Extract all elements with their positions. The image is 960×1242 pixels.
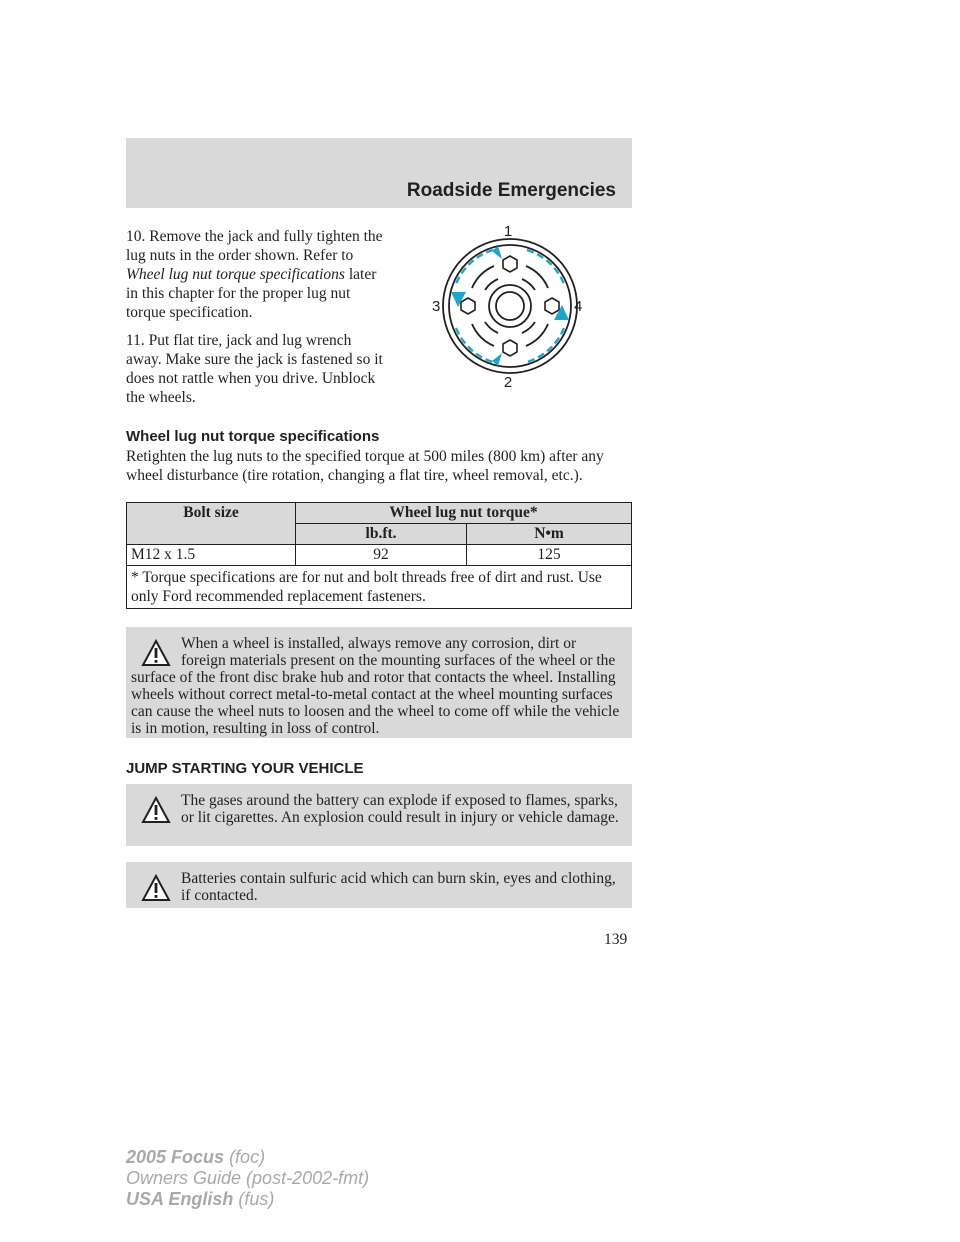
- section-title: Roadside Emergencies: [406, 180, 616, 201]
- lug-nut-tightening-order-diagram: [428, 222, 588, 390]
- col-lbft: lb.ft.: [296, 524, 467, 545]
- table-header-row: [127, 503, 632, 524]
- cell-nm: 125: [467, 545, 632, 566]
- table-row: [127, 545, 632, 566]
- label-3: 3: [432, 298, 441, 315]
- spoke-arc-lr: [522, 322, 535, 333]
- label-2: 2: [503, 374, 513, 390]
- label-1: 1: [503, 223, 513, 240]
- lug-nut-4: [545, 298, 559, 314]
- sequence-arc-3-2: [456, 328, 493, 362]
- warning-triangle-icon: [141, 796, 171, 824]
- label-4: 4: [574, 298, 583, 315]
- torque-spec-table: [126, 502, 632, 609]
- sequence-arc-1-4: [527, 250, 564, 284]
- warning-battery-gases: [126, 784, 632, 846]
- sequence-arc-4-2: [527, 328, 564, 362]
- cell-bolt: M12 x 1.5: [127, 545, 296, 566]
- warning-triangle-icon: [141, 639, 171, 667]
- header-band: [126, 138, 632, 208]
- spoke-arc-ul: [485, 279, 498, 290]
- torque-spec-reference: Wheel lug nut torque specifications: [126, 266, 345, 283]
- step-11: 11. Put flat tire, jack and lug wrench away. Make sure the jack is fastened so it does not rattle when you drive. Unblock the wheels.: [126, 332, 383, 406]
- spoke-arc-ll: [485, 322, 498, 333]
- warning-wheel-install: [126, 627, 632, 738]
- document-footer: [126, 1147, 369, 1210]
- col-torque: Wheel lug nut torque*: [296, 503, 632, 524]
- warning-text: The gases around the battery can explode if exposed to flames, sparks, or lit cigarettes. An explosion could result in injury or vehicle damage.: [181, 792, 619, 826]
- table-note-row: [127, 566, 632, 609]
- torque-spec-heading: Wheel lug nut torque specifications: [126, 428, 380, 445]
- page-number: 139: [604, 931, 628, 948]
- col-bolt-size: Bolt size: [127, 503, 296, 545]
- lug-nut-2: [503, 340, 517, 356]
- hub-inner: [496, 292, 524, 320]
- warning-triangle-icon: [141, 874, 171, 902]
- warning-text: When a wheel is installed, always remove any corrosion, dirt or foreign materials present on the mounting surfaces of the wheel or the surface of the front disc brake hub and rotor that contacts the wheel. Installing wheels without correct metal-to-metal contact at the wheel mounting surfaces can cause the wheel nuts to loosen and the wheel to come off while the vehicle is in motion, resulting in loss of control.: [131, 635, 620, 737]
- lug-nut-3: [461, 298, 475, 314]
- instruction-steps: [126, 227, 388, 416]
- warning-battery-acid: [126, 862, 632, 908]
- col-nm: N•m: [467, 524, 632, 545]
- table-note: * Torque specifications are for nut and bolt threads free of dirt and rust. Use only Ford recommended replacement fasteners.: [127, 566, 632, 609]
- footer-line-3: USA English (fus): [126, 1189, 275, 1209]
- footer-line-1: 2005 Focus (foc): [126, 1147, 266, 1167]
- torque-intro: Retighten the lug nuts to the specified torque at 500 miles (800 km) after any wheel disturbance (tire rotation, changing a flat tire, wheel removal, etc.).: [126, 448, 604, 484]
- step-10: 10. Remove the jack and fully tighten the lug nuts in the order shown. Refer to Wheel lug nut torque specifications later in this chapter for the proper lug nut torque specification.: [126, 228, 383, 321]
- jump-start-heading: JUMP STARTING YOUR VEHICLE: [126, 760, 364, 777]
- lug-nut-1: [503, 256, 517, 272]
- cell-lbft: 92: [296, 545, 467, 566]
- sequence-arc-1-3: [456, 250, 493, 284]
- warning-text: Batteries contain sulfuric acid which can burn skin, eyes and clothing, if contacted.: [181, 870, 616, 904]
- footer-line-2: Owners Guide (post-2002-fmt): [126, 1168, 370, 1188]
- spoke-arc-ur: [522, 279, 535, 290]
